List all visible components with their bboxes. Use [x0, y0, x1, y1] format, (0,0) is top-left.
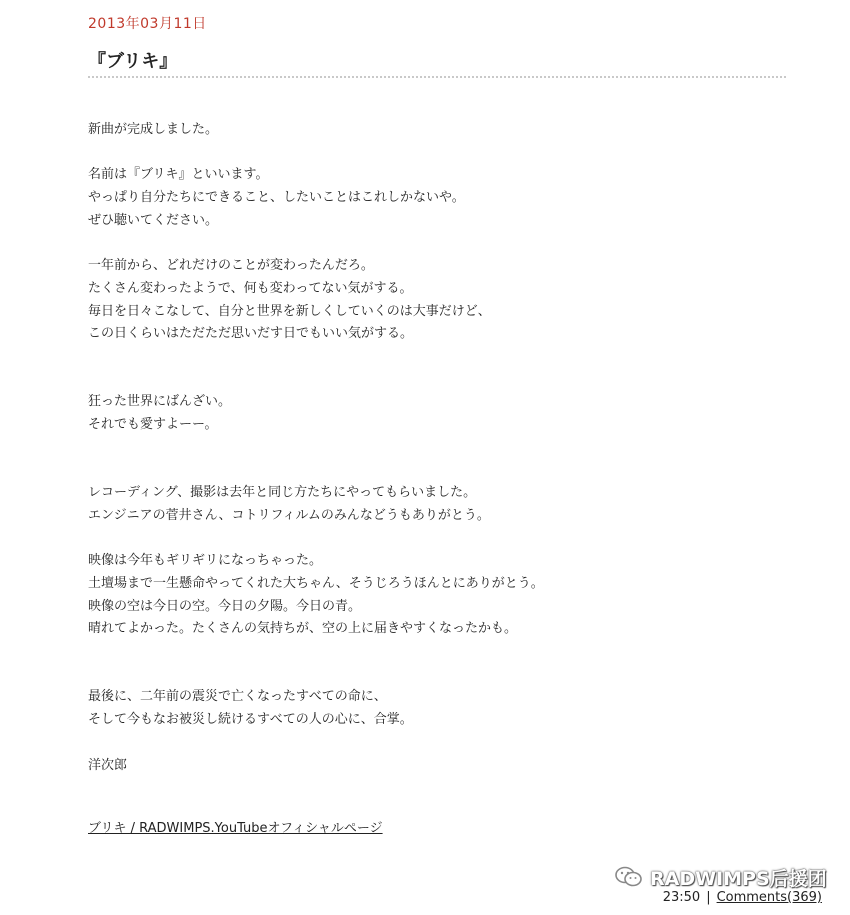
paragraph-gap: [88, 437, 788, 482]
body-line: 毎日を日々こなして、自分と世界を新しくしていくのは大事だけど、: [88, 303, 491, 319]
body-line: 最後に、二年前の震災で亡くなったすべての命に、: [88, 689, 387, 705]
paragraph-gap: [88, 641, 788, 686]
body-line: ぜひ聴いてください。: [88, 212, 219, 228]
paragraph-gap: [88, 233, 788, 256]
body-line: 映像の空は今日の空。今日の夕陽。今日の青。: [88, 598, 362, 614]
post-meta: [663, 890, 822, 905]
paragraph-gap: [88, 346, 788, 391]
body-line: 狂った世界にばんざい。: [88, 394, 232, 410]
paragraph-7: [88, 686, 788, 731]
body-line: 映像は今年もギリギリになっちゃった。: [88, 553, 323, 569]
body-line: この日くらいはただただ思いだす日でもいい気がする。: [88, 326, 414, 342]
post-date: 2013年03月11日: [88, 16, 207, 32]
paragraph-3: [88, 255, 788, 346]
body-line: 土壇場まで一生懸命やってくれた大ちゃん、そうじろうほんとにありがとう。: [88, 575, 544, 591]
paragraph-4: [88, 391, 788, 436]
wechat-icon: [614, 865, 644, 889]
body-line: それでも愛すよーー。: [88, 417, 218, 433]
body-line: やっぱり自分たちにできること、したいことはこれしかないや。: [88, 190, 465, 206]
youtube-link[interactable]: ブリキ / RADWIMPS.YouTubeオフィシャルページ: [88, 821, 383, 836]
paragraph-2: [88, 164, 788, 232]
watermark-text: RADWIMPS后援团: [650, 867, 827, 890]
body-line: エンジニアの菅井さん、コトリフィルムのみんなどうもありがとう。: [88, 507, 490, 523]
signature-name: 洋次郎: [88, 757, 128, 773]
paragraph-5: [88, 482, 788, 527]
body-line: レコーディング、撮影は去年と同じ方たちにやってもらいました。: [88, 485, 477, 501]
body-line: 一年前から、どれだけのことが変わったんだろ。: [88, 258, 374, 274]
title-divider: [88, 76, 786, 78]
post-time: 23:50: [662, 890, 701, 905]
watermark: [614, 864, 827, 890]
comments-link[interactable]: Comments(369): [716, 890, 822, 905]
paragraph-6: [88, 550, 788, 641]
paragraph-gap: [88, 528, 788, 551]
signature: [88, 755, 788, 778]
paragraph-gap: [88, 732, 788, 755]
body-line: 新曲が完成しました。: [88, 122, 219, 137]
paragraph-1: [88, 119, 788, 142]
post-title: 『ブリキ』: [88, 51, 178, 72]
post-body: [88, 119, 788, 777]
body-line: たくさん変わったようで、何も変わってない気がする。: [88, 280, 413, 296]
paragraph-gap: [88, 142, 788, 165]
body-line: 名前は『ブリキ』といいます。: [88, 167, 269, 183]
meta-separator: |: [706, 890, 711, 905]
body-line: そして今もなお被災し続けるすべての人の心に、合掌。: [88, 712, 413, 728]
body-line: 晴れてよかった。たくさんの気持ちが、空の上に届きやすくなったかも。: [88, 621, 518, 637]
